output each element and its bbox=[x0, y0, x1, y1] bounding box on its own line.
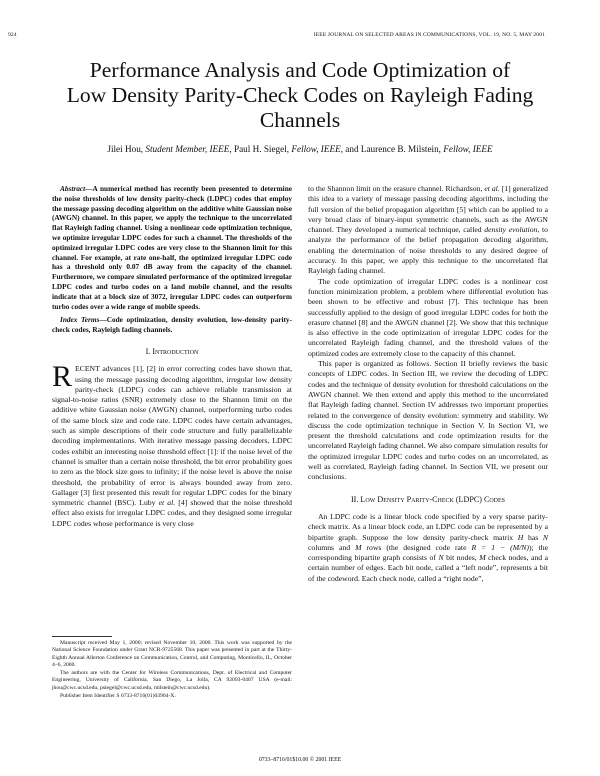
index-terms-label: Index Terms bbox=[60, 315, 100, 325]
abstract bbox=[52, 184, 292, 335]
author-3: , and Laurence B. Milstein, bbox=[340, 144, 441, 154]
footnote-manuscript: Manuscript received May 1, 2000; revised November 10, 2000. This work was supported by the National Science Foundation under Grant NCR-9725568. This paper was presented in part at the Thirty-Eighth Annual Allerton Conference on Communication, Control, and Computing, Monticello, IL, October 4–6, 2000. bbox=[52, 640, 292, 668]
footnote-publisher-id: Publisher Item Identifier S 0733-8716(01)03904-X. bbox=[60, 693, 176, 700]
section-2-paragraph-1: An LDPC code is a linear block code specified by a very sparse parity-check matrix. As a linear block code, an LDPC code can be represented by a bipartite graph. Suppose the low density parity-check matrix H has N columns and M rows (the designed code rate R = 1 − (M/N)); the corresponding bipartite graph consists of N bit nodes, M check nodes, and a certain number of edges. Each bit node, called a “left node”, represents a bit of the codeword. Each check node, called a “right node”, bbox=[308, 511, 548, 583]
footnote-affiliation: The authors are with the Center for Wireless Communications, Dept. of Electrical and Computer Engineering, University of California, San Diego, La Jolla, CA 92093-0407 USA (e-mail: jhou@cwc.ucsd.edu, psiegel@cwc.ucsd.edu, milstein@cwc.ucsd.edu). bbox=[52, 670, 292, 691]
section-1-heading: I. Introduction bbox=[145, 346, 199, 356]
paper-title bbox=[0, 58, 600, 133]
right-column bbox=[308, 184, 548, 584]
author-3-role: Fellow, IEEE bbox=[443, 144, 493, 154]
abstract-text: —A numerical method has recently been presented to determine the noise thresholds of low density parity-check (LDPC) codes that employ the message passing decoding algorithm on the additive white Gaussian noise (AWGN) channel. In this paper, we apply the technique to the uncorrelated flat Rayleigh fading channel. Using a nonlinear code optimization technique, we optimize irregular LDPC codes for such a channel. The thresholds of the optimized irregular LDPC codes are very close to the Shannon limit for this channel. For example, at rate one-half, the optimized irregular LDPC code has a threshold only 0.07 dB away from the capacity of the channel. Furthermore, we compare simulated performance of the optimized irregular LDPC codes and turbo codes on a land mobile channel, and the results indicate that at a block size of 3072, irregular LDPC codes can outperform turbo codes over a wide range of mobile speeds. bbox=[52, 184, 292, 311]
author-1: Jilei Hou, bbox=[107, 144, 144, 154]
drop-cap: R bbox=[52, 360, 73, 394]
footnotes bbox=[52, 636, 292, 701]
page-number: 924 bbox=[8, 32, 17, 38]
title-line-1: Performance Analysis and Code Optimization of bbox=[89, 58, 511, 82]
author-1-role: Student Member, IEEE bbox=[145, 144, 230, 154]
section-2-heading: II. Low Density Parity-Check (LDPC) Codes bbox=[350, 494, 506, 504]
section-1-paragraph-2: The code optimization of irregular LDPC codes is a nonlinear cost function minimization problem, a problem where differential evolution has been shown to be effective and robust [7]. This technique has been successfully applied to the design of good irregular LDPC codes for both the erasure channel [8] and the AWGN channel [2]. We show that this technique is also effective in the code optimization of irregular LDPC codes for the uncorrelated Rayleigh fading channel, and the threshold values of the optimized codes are extremely close to the capacity of this channel. bbox=[308, 276, 548, 358]
section-1-paragraph-3: This paper is organized as follows. Section II briefly reviews the basic concepts of LDPC codes. In Section III, we review the decoding of LDPC codes and the technique of density evolution for threshold calculations on the AWGN channel. We then extend and apply this method to the uncorrelated flat Rayleigh fading channel. Section IV addresses two important properties related to the convergence of density evolution: symmetry and stability. We discuss the code optimization technique in Section V. In Section VI, we present the threshold calculations and code optimization results for the uncorrelated Rayleigh fading channel. We also compare simulation results for the optimized irregular LDPC codes and turbo codes on an uncorrelated, as well as correlated, Rayleigh fading channel. In Section VII, we present our conclusions. bbox=[308, 359, 548, 482]
journal-name: IEEE JOURNAL ON SELECTED AREAS IN COMMUNICATIONS, VOL. 19, NO. 5, MAY 2001 bbox=[313, 32, 545, 38]
copyright-line: 0733–8716/01$10.00 © 2001 IEEE bbox=[258, 757, 342, 763]
left-column bbox=[52, 184, 292, 529]
author-2-role: Fellow, IEEE bbox=[291, 144, 341, 154]
section-1-paragraph-1: RECENT advances [1], [2] in error correcting codes have shown that, using the message passing decoding algorithm, irregular low density parity-check (LDPC) codes can achieve reliable transmission at signal-to-noise ratios (SNR) extremely close to the Shannon limit on the additive white Gaussian noise (AWGN) channel, outperforming turbo codes of the same block size and code rate. LDPC codes have certain advantages, such as simple descriptions of their code structure and fully parallelizable decoding implementations. With iterative message passing decoders, LDPC codes exhibit an interesting noise threshold effect [1]: if the noise level of the channel is smaller than a certain noise threshold, the bit error probability goes to zero as the block size goes to infinity; if the noise level is above the noise threshold, the probability of error is always bounded away from zero. Gallager [3] first presented this result for regular LDPC codes for the binary symmetric channel (BSC). Luby et al. [4] showed that the noise threshold effect also exists for irregular LDPC codes, and they designed some irregular LDPC codes whose performance is very close bbox=[52, 360, 293, 528]
title-line-2: Low Density Parity-Check Codes on Rayleigh Fading bbox=[66, 83, 534, 107]
section-1-paragraph-1-cont: to the Shannon limit on the erasure channel. Richardson, et al. [1] generalized this idea to a variety of message passing decoding algorithms, including the full version of the belief propagation algorithm [5] which can be applied to a very broad class of binary-input symmetric channels, such as the AWGN channel. They developed a numerical technique, called density evolution, to analyze the performance of the belief propagation decoding algorithm, enabling the determination of noise thresholds to any desired degree of accuracy. In this paper, we apply this technique to the uncorrelated flat Rayleigh fading channel. bbox=[308, 184, 549, 276]
abstract-label: Abstract bbox=[60, 184, 86, 193]
author-2: , Paul H. Siegel, bbox=[229, 144, 290, 154]
title-line-3: Channels bbox=[259, 108, 341, 132]
author-line bbox=[0, 144, 600, 154]
index-terms-text: —Code optimization, density evolution, low-density parity-check codes, Rayleigh fading channels. bbox=[52, 315, 293, 335]
